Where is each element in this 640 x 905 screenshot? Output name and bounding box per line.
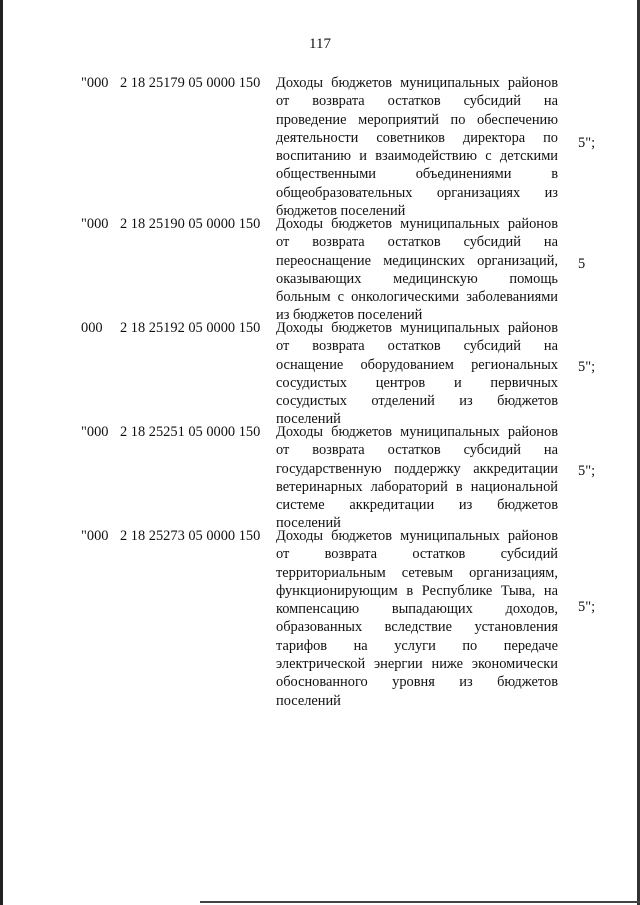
budget-code: 2 18 25273 05 0000 150: [120, 528, 261, 544]
description-line: оснащение оборудованием региональных: [276, 356, 558, 373]
description-line: больным с онкологическими заболеваниями: [276, 289, 558, 306]
description-line: от возврата остатков субсидий: [276, 546, 558, 563]
income-description: [276, 527, 558, 710]
description-line: общественными объединениями в: [276, 166, 558, 183]
description-line: от возврата остатков субсидий на: [276, 338, 558, 355]
description-line: сосудистых отделений из бюджетов: [276, 393, 558, 410]
description-line: от возврата остатков субсидий на: [276, 442, 558, 459]
description-line: Доходы бюджетов муниципальных районов: [276, 216, 558, 232]
description-line: поселений: [276, 692, 341, 709]
description-line: Доходы бюджетов муниципальных районов: [276, 320, 558, 336]
description-line: поселений: [276, 515, 341, 532]
description-line: функционирующим в Республике Тыва, на: [276, 582, 558, 599]
description-line: проведение мероприятий по обеспечению: [276, 111, 558, 128]
description-line: Доходы бюджетов муниципальных районов: [276, 424, 558, 440]
row-prefix: "000: [81, 424, 109, 440]
income-description: [276, 74, 558, 220]
description-line: тарифов на услуги по передаче: [276, 637, 558, 654]
bottom-divider: [200, 901, 640, 903]
row-prefix: 000: [81, 320, 103, 336]
income-description: [276, 215, 558, 325]
description-line: оказывающих медицинскую помощь: [276, 270, 558, 287]
description-line: государственную поддержку аккредитации: [276, 460, 558, 477]
description-line: деятельности советников директора по: [276, 129, 558, 146]
description-line: от возврата остатков субсидий на: [276, 93, 558, 110]
amount-value: 5";: [578, 599, 596, 615]
row-prefix: "000: [81, 75, 109, 91]
amount-value: 5: [578, 256, 586, 272]
description-line: электрической энергии ниже экономически: [276, 656, 558, 673]
budget-code: 2 18 25192 05 0000 150: [120, 320, 261, 336]
description-line: компенсацию выпадающих доходов,: [276, 601, 558, 618]
description-line: от возврата остатков субсидий на: [276, 234, 558, 251]
description-line: системе аккредитации из бюджетов: [276, 497, 558, 514]
budget-code: 2 18 25251 05 0000 150: [120, 424, 261, 440]
description-line: поселений: [276, 411, 341, 428]
description-line: территориальным сетевым организациям,: [276, 564, 558, 581]
description-line: воспитанию и взаимодействию с детскими: [276, 148, 558, 165]
amount-value: 5";: [578, 135, 596, 151]
budget-code: 2 18 25190 05 0000 150: [120, 216, 261, 232]
description-line: обоснованного уровня из бюджетов: [276, 674, 558, 691]
description-line: Доходы бюджетов муниципальных районов: [276, 528, 558, 544]
row-prefix: "000: [81, 216, 109, 232]
amount-value: 5";: [578, 463, 596, 479]
description-line: ветеринарных лабораторий в национальной: [276, 478, 558, 495]
budget-code: 2 18 25179 05 0000 150: [120, 75, 261, 91]
page-number: 117: [309, 36, 331, 52]
description-line: Доходы бюджетов муниципальных районов: [276, 75, 558, 91]
description-line: бюджетов поселений: [276, 203, 406, 220]
description-line: общеобразовательных организациях из: [276, 184, 558, 201]
income-description: [276, 423, 558, 533]
description-line: из бюджетов поселений: [276, 307, 423, 324]
description-line: образованных вследствие установления: [276, 619, 558, 636]
description-line: сосудистых центров и первичных: [276, 374, 558, 391]
row-prefix: "000: [81, 528, 109, 544]
amount-value: 5";: [578, 359, 596, 375]
description-line: переоснащение медицинских организаций,: [276, 252, 558, 269]
income-description: [276, 319, 558, 429]
